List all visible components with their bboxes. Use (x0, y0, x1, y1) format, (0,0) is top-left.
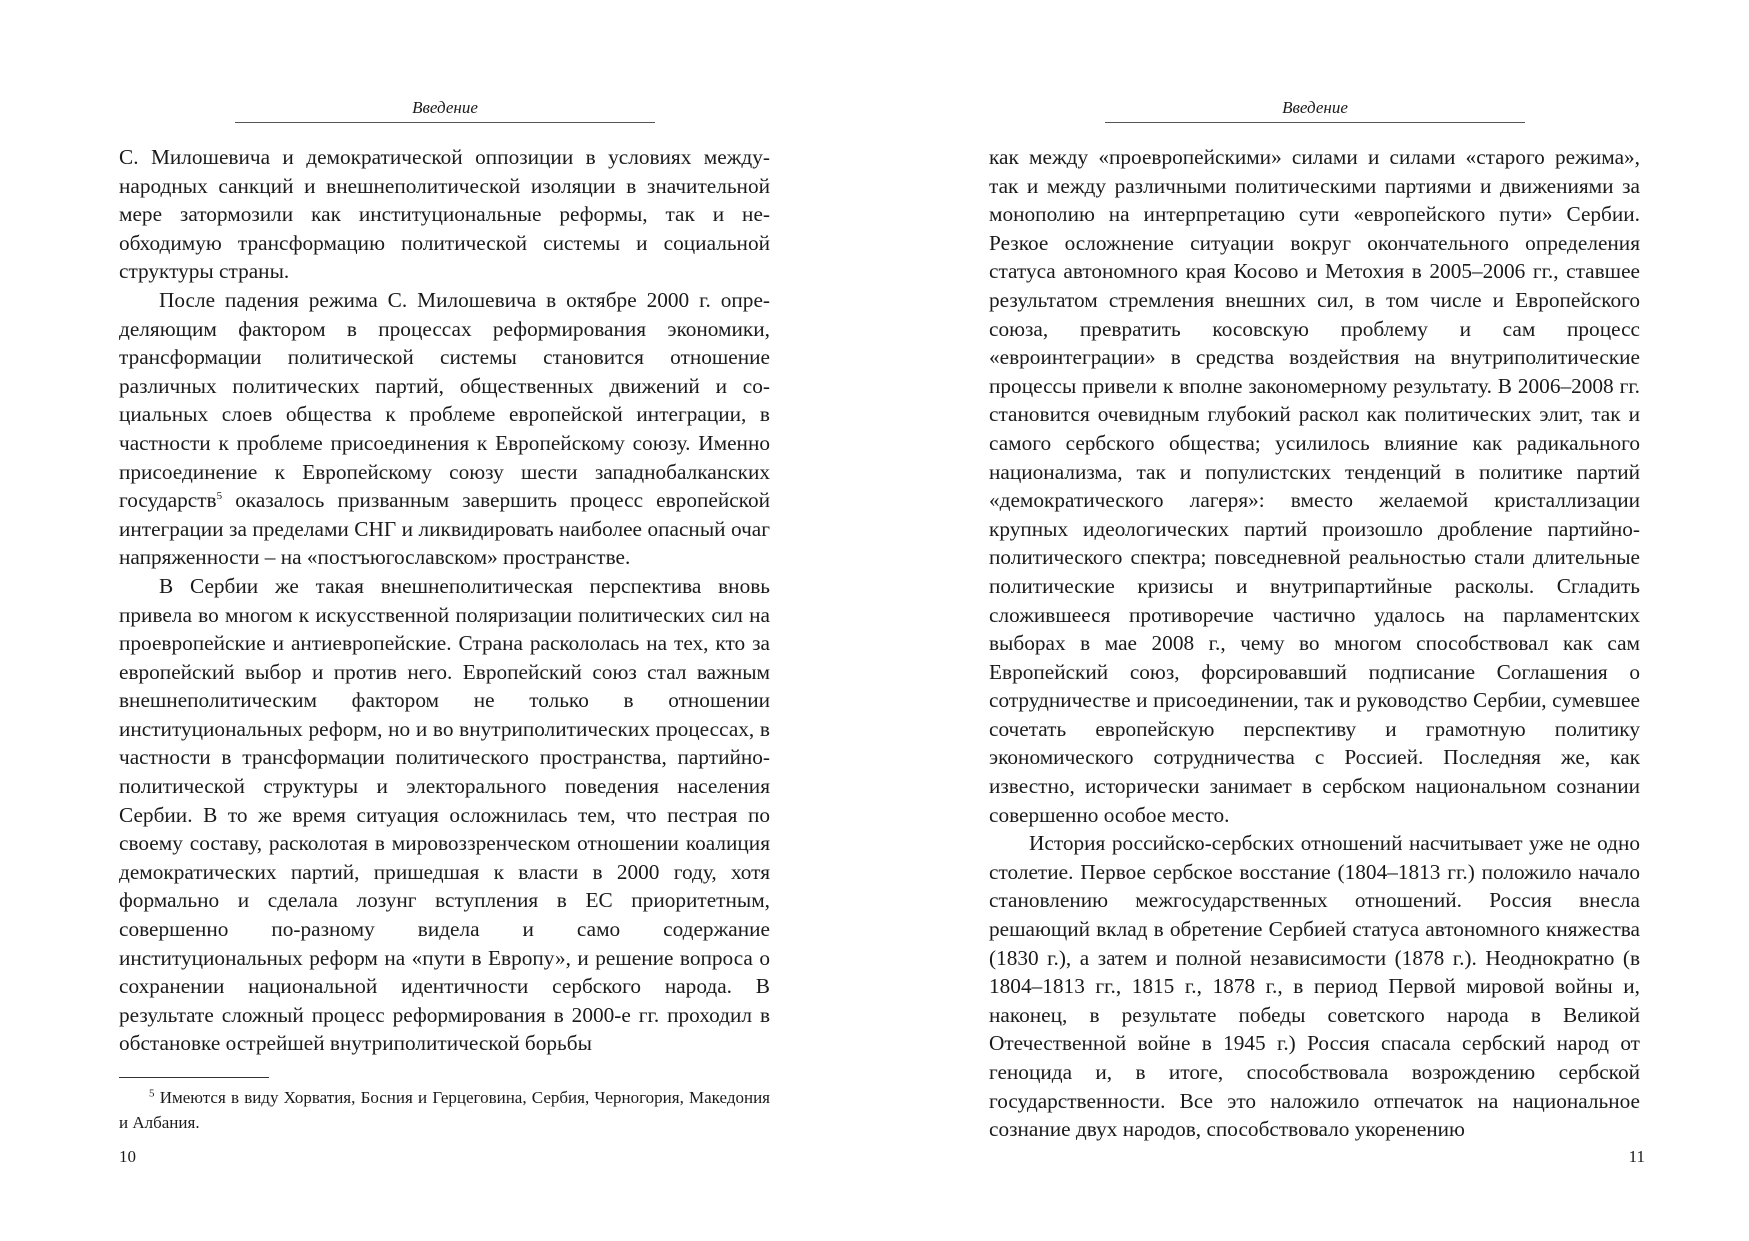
right-text-block (989, 143, 1640, 1144)
left-running-head: Введение (412, 98, 478, 117)
right-paragraph-1: как между «проевропейскими» силами и силами «старого режима», так и между различными политическими партиями и движениями за монополию на интерпретацию сути «европейского пути» Сербии. Резкое осложнение ситуации вокруг окончательного определения статуса автономного края Косово и Метохия в 2005–2006 гг., ставшее результатом стремления внешних сил, в том числе и Европейского союза, превратить косовскую проблему и сам процесс «евроинтеграции» в средства воздействия на внутриполитические процессы привели к вполне закономерному результату. В 2006–2008 гг. становится очевидным глубокий раскол как политических элит, так и самого сербского общества; усилилось влияние как радикального национализма, так и популистских тенденций в политике партий «демократического лагеря»: вместо желаемой кристаллизации крупных идеологических партий произошло дробление партийно-политического спектра; повседневной реальностью стали длительные политические кризисы и внутрипартийные расколы. Сгладить сложившееся противоречие частично удалось на парламентских выборах в мае 2008 г., чему во многом способствовал как сам Европейский союз, форсировавший подписание Соглашения о сотрудничестве и присоединении, так и руководство Сербии, сумевшее сочетать европейскую перспективу и грамотную политику экономического сотрудничества с Россией. Последняя же, как известно, исторически занимает в сербском национальном сознании совершенно особое место. (989, 145, 1640, 827)
left-page-number: 10 (119, 1147, 136, 1166)
right-paragraph-2: История российско-сербских отношений насчитывает уже не одно столетие. Первое сербское восстание (1804–1813 гг.) положило начало становлению межгосударственных отношений. Россия внесла решающий вклад в обретение Сербией статуса автономного княжества (1830 г.), а затем и полной независимости (1878 г.). Неоднократно (в 1804–1813 гг., 1815 г., 1878 г., в период Первой мировой войны и, наконец, в результате победы советского народа в Великой Отечественной войне в 1945 г.) Россия спасала сербский народ от геноцида и, в итоге, способствовала возрождению сербской государственности. Все это наложило отпечаток на национальное сознание двух народов, способствовало укоренению (989, 831, 1640, 1142)
left-paragraph-2 (119, 286, 770, 572)
right-running-head: Введение (1282, 98, 1348, 117)
left-text-block (119, 143, 770, 1058)
left-paragraph-3: В Сербии же такая внешнеполитическая перспектива вновь привела во многом к искусственной поляризации политических сил на проевропейские и антиевропейские. Страна раскололась на тех, кто за европейский выбор и против него. Европейский союз стал важным внешнеполитическим фактором не только в отношении институциональных реформ, но и во внутриполитических процессах, в частности в трансформации политического пространства, партийно-политической структуры и электорального поведения населения Сербии. В то же время ситуация осложнилась тем, что пестрая по своему составу, расколотая в мировоззренческом отношении коалиция демократических партий, пришедшая к власти в 2000 году, хотя формально и сделала лозунг вступления в ЕС приоритетным, совершенно по-разному видела и само содержание институциональных реформ на «пути в Европу», и решение вопроса о сохранении национальной идентичности сербского народа. В результате сложный процесс реформирования в 2000-е гг. проходил в обстановке острейшей внутриполитической борьбы (119, 573, 770, 1056)
footnote (119, 1085, 770, 1135)
right-page-number: 11 (1628, 1147, 1645, 1166)
left-head-rule (235, 122, 655, 123)
left-paragraph-1: С. Милошевича и демократической оппозиции в условиях международных санкций и внешнеполитической изоляции в значительной мере затормозили как институциональные реформы, так и необходимую трансформацию политической системы и социальной структуры страны. (119, 145, 770, 284)
footnote-text: Имеются в виду Хорватия, Босния и Герцеговина, Сербия, Черногория, Македония и Албания. (119, 1088, 771, 1132)
left-paragraph-2-part-a: После падения режима С. Милошевича в октябре 2000 г. определяющим фактором в процессах реформирования экономики, трансформации политической системы становится отношение различных политических партий, общественных движений и социальных слоев общества к проблеме европейской интеграции, в частности к проблеме присоединения к Европейскому союзу. Именно присоединение к Европейскому союзу шести западнобалканских государств (119, 287, 770, 513)
left-paragraph-2-part-b: оказалось призванным завершить процесс европейской интеграции за пределами СНГ и ликвидировать наиболее опасный очаг напряженности – на «постъюгославском» пространстве. (119, 488, 770, 570)
footnote-reference[interactable]: 5 (216, 490, 223, 503)
left-page (0, 0, 874, 1241)
right-page (875, 0, 1749, 1241)
right-head-rule (1105, 122, 1525, 123)
footnote-mark: 5 (149, 1087, 155, 1100)
footnote-rule (119, 1077, 269, 1078)
